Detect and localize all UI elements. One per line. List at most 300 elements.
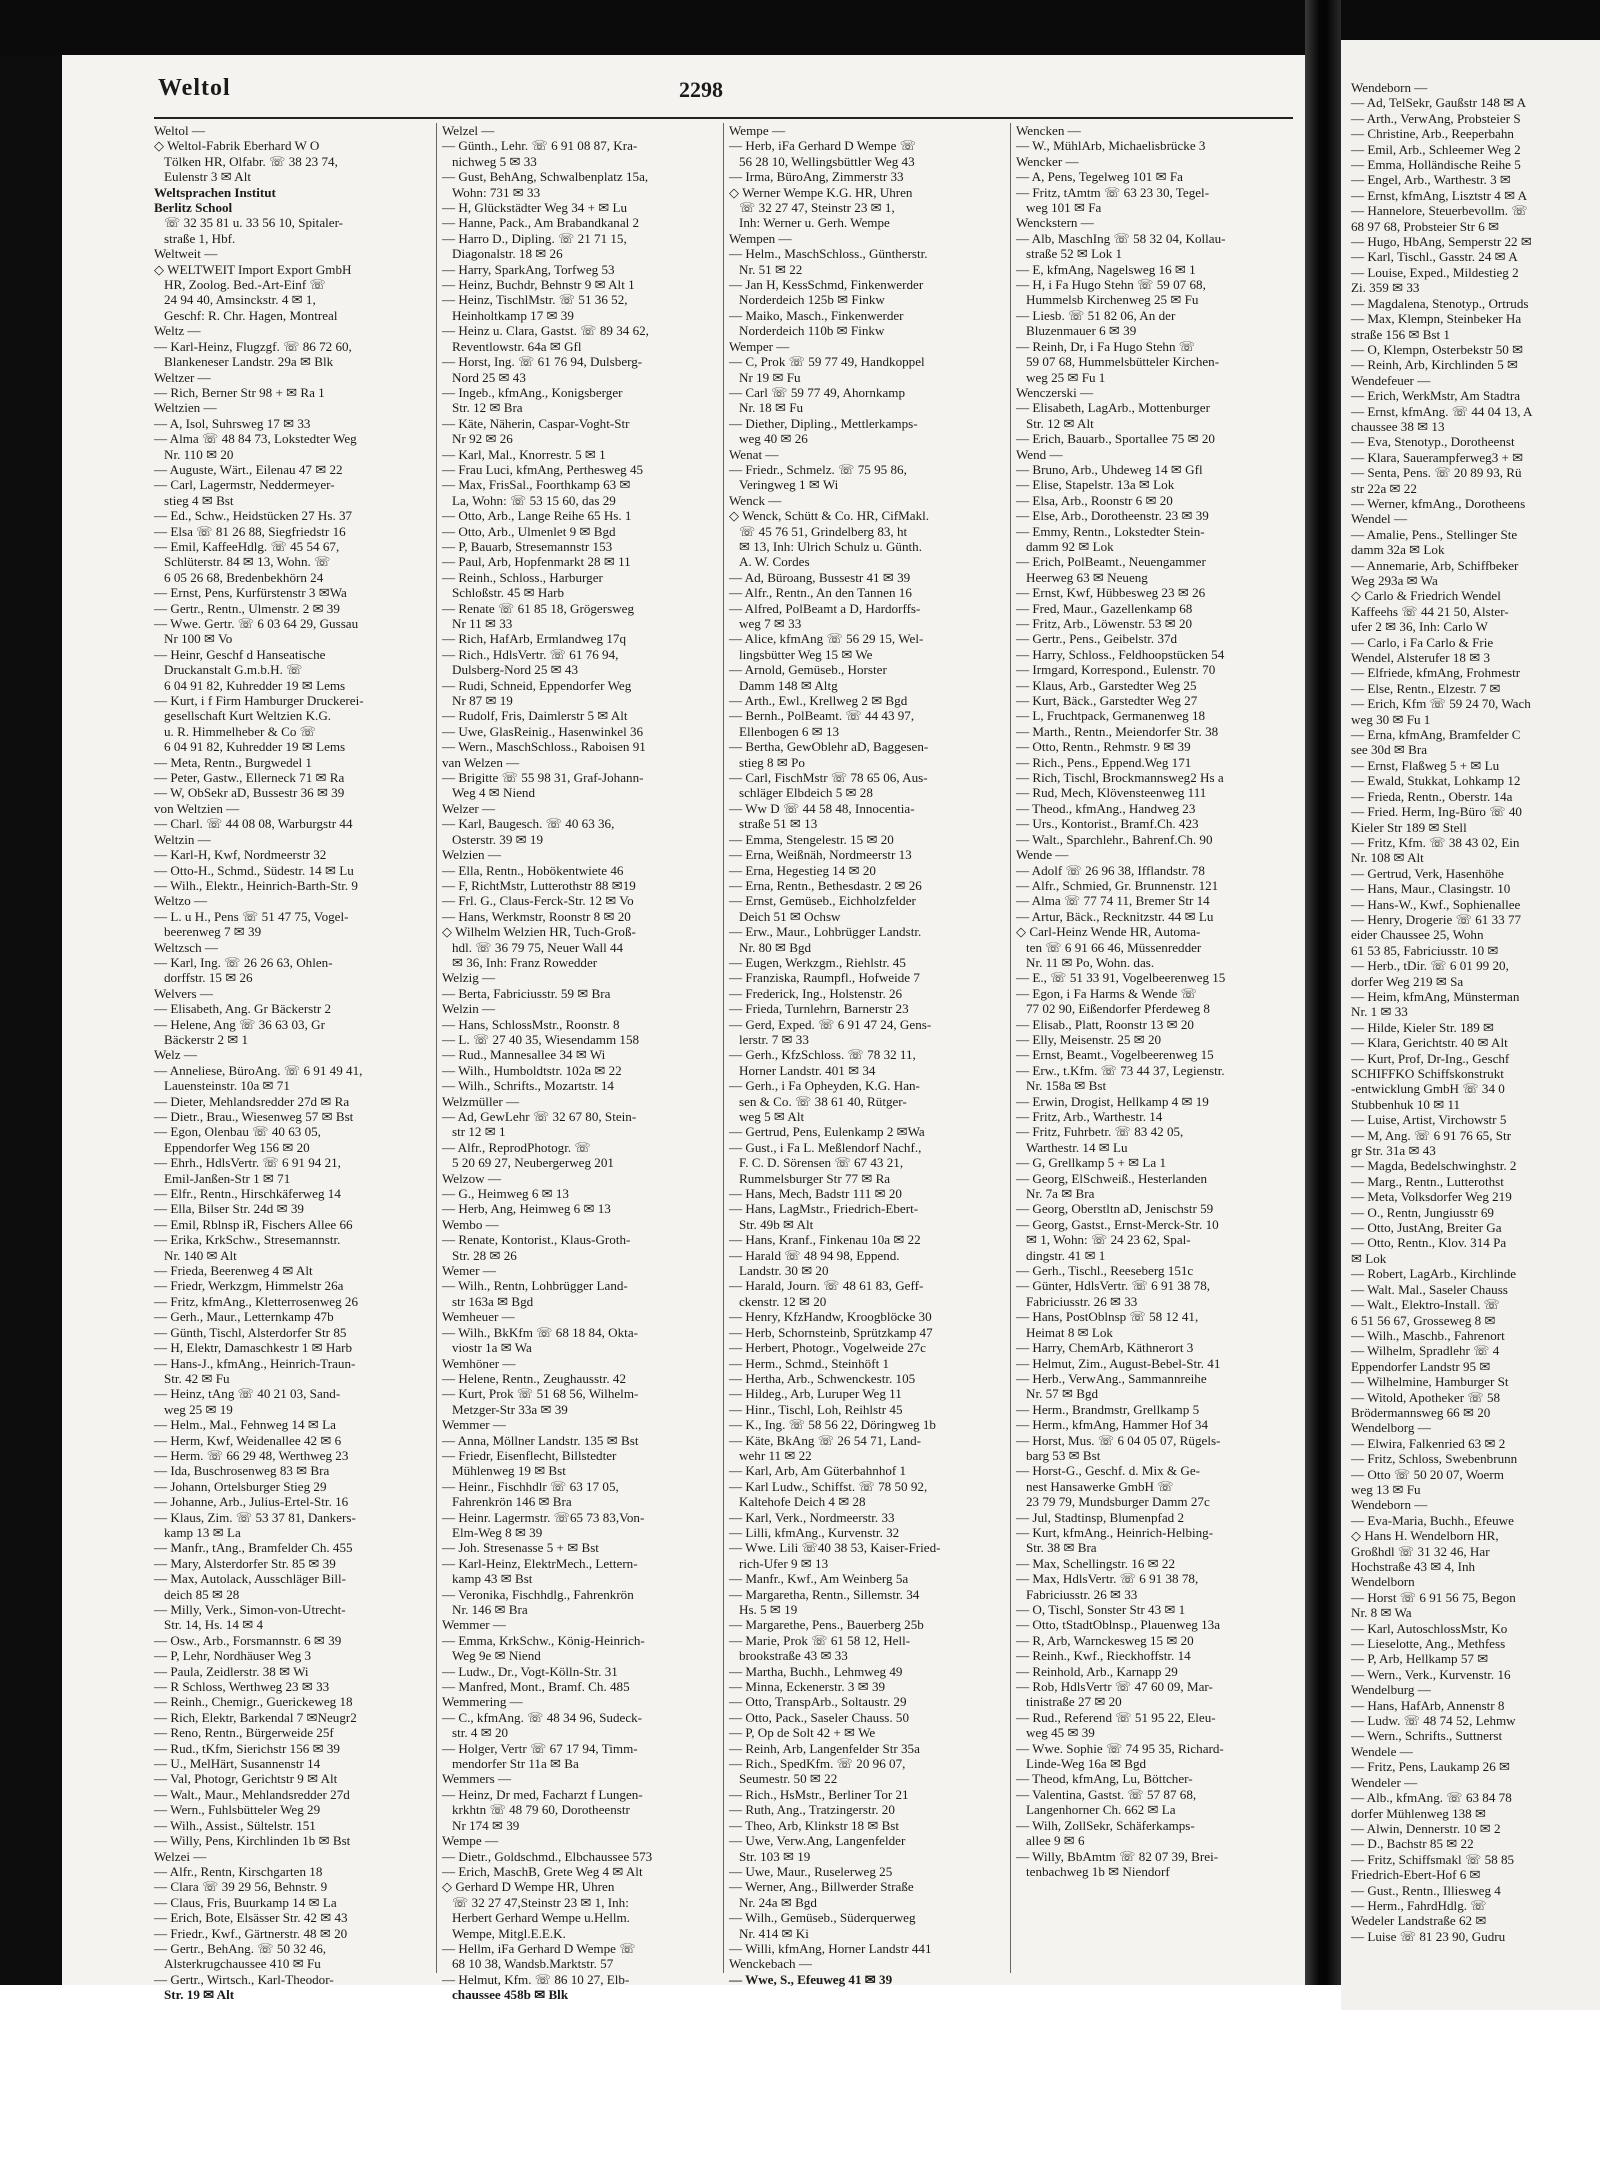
directory-line: Welz — [154, 1047, 197, 1063]
directory-line: allee 9 ✉ 6 [1026, 1833, 1085, 1849]
directory-line: — Rud., Mannesallee 34 ✉ Wi [442, 1047, 606, 1063]
directory-line: Eulenstr 3 ✉ Alt [164, 169, 251, 185]
directory-line: Kaltehofe Deich 4 ✉ 28 [739, 1494, 866, 1510]
directory-line: Str. 103 ✉ 19 [739, 1848, 811, 1864]
directory-line: schläger Elbdeich 5 ✉ 28 [739, 785, 873, 801]
directory-line: — P, Bauarb, Stresemannstr 153 [442, 538, 613, 554]
directory-line: Heerweg 63 ✉ Neueng [1026, 569, 1148, 585]
directory-line: — Henry, KfzHandw, Kroogblöcke 30 [729, 1309, 932, 1325]
directory-line: ten ☏ 6 91 66 46, Müssenredder [1026, 939, 1202, 955]
directory-line: — Heinz, Dr med, Facharzt f Lungen- [442, 1786, 643, 1802]
directory-line: Wendeborn — [1351, 1497, 1428, 1513]
directory-line: — Carlo, i Fa Carlo & Frie [1351, 634, 1494, 650]
directory-line: — Ad, Büroang, Bussestr 41 ✉ 39 [729, 569, 911, 585]
directory-line: — Frieda, Rentn., Oberstr. 14a [1351, 788, 1513, 804]
directory-line: Wenck — [729, 492, 782, 508]
directory-line: ◇ Carlo & Friedrich Wendel [1351, 588, 1501, 604]
directory-line: — Theod, kfmAng, Lu, Böttcher- [1016, 1771, 1193, 1787]
directory-line: Stubbenhuk 10 ✉ 11 [1351, 1096, 1461, 1112]
directory-line: — Wilh., Schrifts., Mozartstr. 14 [442, 1078, 614, 1094]
directory-line: Horner Landstr. 401 ✉ 34 [739, 1062, 876, 1078]
directory-line: Nr. 80 ✉ Bgd [739, 939, 812, 955]
directory-line: Wemmer — [442, 1617, 507, 1633]
directory-line: — Johanne, Arb., Julius-Ertel-Str. 16 [154, 1494, 349, 1510]
directory-line: Wendel, Alsterufer 18 ✉ 3 [1351, 650, 1490, 666]
directory-line: — Otto, Pack., Saseler Chauss. 50 [729, 1709, 910, 1725]
directory-line: — Wilh, ZollSekr, Schäferkamps- [1016, 1817, 1195, 1833]
directory-line: Nr. 110 ✉ 20 [164, 446, 234, 462]
directory-line: Wencker — [1016, 153, 1079, 169]
directory-line: — Horst, Ing. ☏ 61 76 94, Dulsberg- [442, 354, 643, 370]
directory-line: — Rud, Mech, Klövensteenweg 111 [1016, 785, 1207, 801]
directory-line: kamp 13 ✉ La [164, 1524, 241, 1540]
directory-line: Weg 9e ✉ Niend [452, 1648, 541, 1664]
directory-line: — Herm. ☏ 66 29 48, Werthweg 23 [154, 1447, 349, 1463]
directory-line: — Rich., HdlsVertr. ☏ 61 76 94, [442, 646, 619, 662]
directory-line: — Wilh., Elektr., Heinrich-Barth-Str. 9 [154, 877, 358, 893]
directory-line: — Elwira, Falkenried 63 ✉ 2 [1351, 1435, 1506, 1451]
directory-line: — Ruth, Ang., Tratzingerstr. 20 [729, 1802, 895, 1818]
directory-line: — Hans, SchlossMstr., Roonstr. 8 [442, 1016, 620, 1032]
directory-column-2 [442, 123, 718, 2003]
directory-line: tenbachweg 1b ✉ Niendorf [1026, 1863, 1170, 1879]
directory-line: — Val, Photogr, Gerichtstr 9 ✉ Alt [154, 1771, 338, 1787]
directory-line: — Helm., Mal., Fehnweg 14 ✉ La [154, 1417, 336, 1433]
directory-line: — Karl, Mal., Knorrestr. 5 ✉ 1 [442, 446, 606, 462]
directory-line: — Heinr., Fischhdlr ☏ 63 17 05, [442, 1478, 619, 1494]
directory-line: gesellschaft Kurt Weltzien K.G. [164, 708, 332, 724]
directory-line: — Liesb. ☏ 51 82 06, An der [1016, 307, 1176, 323]
directory-line: — Erw., Maur., Lohbrügger Landstr. [729, 924, 922, 940]
directory-line: ◇ Werner Wempe K.G. HR, Uhren [729, 184, 913, 200]
directory-line: — Lieselotte, Ang., Methfess [1351, 1636, 1506, 1652]
directory-line: — Hans, Mech, Badstr 111 ✉ 20 [729, 1186, 902, 1202]
directory-line: — Karl, Verk., Nordmeerstr. 33 [729, 1509, 895, 1525]
directory-line: Welzei — [154, 1848, 207, 1864]
directory-line: Nr. 7a ✉ Bra [1026, 1186, 1095, 1202]
directory-line: — Johann, Ortelsburger Stieg 29 [154, 1478, 327, 1494]
directory-line: — Otto-H., Schmd., Südestr. 14 ✉ Lu [154, 862, 354, 878]
directory-line: — Christine, Arb., Reeperbahn [1351, 126, 1514, 142]
directory-line: — Erna, kfmAng, Bramfelder C [1351, 727, 1521, 743]
directory-line: Friedrich-Ebert-Hof 6 ✉ [1351, 1867, 1481, 1883]
directory-line: — Hans, Maur., Clasingstr. 10 [1351, 881, 1511, 897]
directory-line: — Ludw. ☏ 48 74 52, Lehmw [1351, 1713, 1516, 1729]
directory-line: Welzmüller — [442, 1093, 520, 1109]
directory-line: — Frieda, Beerenweg 4 ✉ Alt [154, 1263, 313, 1279]
directory-line: Kieler Str 189 ✉ Stell [1351, 819, 1467, 835]
column-divider [1010, 123, 1011, 1973]
directory-line: — Fritz, Fuhrbetr. ☏ 83 42 05, [1016, 1124, 1184, 1140]
directory-line: — Wilh., BkKfm ☏ 68 18 84, Okta- [442, 1324, 638, 1340]
directory-line: — Kurt, i f Firm Hamburger Druckerei- [154, 693, 364, 709]
directory-line: Wempe — [729, 123, 786, 138]
directory-line: straße 1, Hbf. [164, 230, 236, 246]
directory-line: Nr 92 ✉ 26 [452, 431, 513, 447]
directory-line: — Karl, Ing. ☏ 26 26 63, Ohlen- [154, 954, 333, 970]
directory-line: Wenat — [729, 446, 779, 462]
directory-line: — Harry, Schloss., Feldhoopstücken 54 [1016, 646, 1225, 662]
directory-line: — Alb, MaschIng ☏ 58 32 04, Kollau- [1016, 230, 1226, 246]
directory-line: — Werner, kfmAng., Dorotheens [1351, 495, 1526, 511]
directory-line: — Reinh, Arb, Langenfelder Str 35a [729, 1740, 920, 1756]
directory-line: — Gertrud, Verk, Hasenhöhe [1351, 865, 1504, 881]
directory-line: — Rob, HdlsVertr ☏ 47 60 09, Mar- [1016, 1679, 1213, 1695]
directory-line: — W, ObSekr aD, Bussestr 36 ✉ 39 [154, 785, 345, 801]
directory-line: — Günth, Tischl, Alsterdorfer Str 85 [154, 1324, 347, 1340]
directory-line: — Erwin, Drogist, Hellkamp 4 ✉ 19 [1016, 1093, 1209, 1109]
directory-line: — Hellm, iFa Gerhard D Wempe ☏ [442, 1940, 636, 1956]
directory-line: — Kurt, kfmAng., Heinrich-Helbing- [1016, 1524, 1214, 1540]
directory-line: — Wwe. Gertr. ☏ 6 03 64 29, Gussau [154, 616, 359, 631]
directory-line: nest Hansawerke GmbH ☏ [1026, 1478, 1174, 1494]
directory-line: — Milly, Verk., Simon-von-Utrecht- [154, 1602, 346, 1617]
directory-line: brookstraße 43 ✉ 33 [739, 1648, 848, 1664]
directory-line: Nr. 51 ✉ 22 [739, 261, 803, 277]
directory-line: lingsbütter Weg 15 ✉ We [739, 646, 873, 662]
directory-line: — Walt., Elektro-Install. ☏ [1351, 1297, 1500, 1313]
directory-line: — Artur, Bäck., Recknitzstr. 44 ✉ Lu [1016, 908, 1214, 924]
directory-line: — Carl, FischMstr ☏ 78 65 06, Aus- [729, 770, 928, 786]
directory-line: — R Schloss, Werthweg 23 ✉ 33 [154, 1679, 330, 1695]
directory-line: — Auguste, Wärt., Eilenau 47 ✉ 22 [154, 461, 343, 477]
directory-line: — Fritz, Pens, Laukamp 26 ✉ [1351, 1759, 1510, 1775]
directory-line: weg 45 ✉ 39 [1026, 1725, 1095, 1741]
directory-line: — Elsa, Arb., Roonstr 6 ✉ 20 [1016, 492, 1173, 508]
directory-line: — Anneliese, BüroAng. ☏ 6 91 49 41, [154, 1062, 363, 1078]
directory-line: Wendel — [1351, 511, 1408, 527]
directory-line: — Herm., Schmd., Steinhöft 1 [729, 1355, 890, 1371]
directory-line: — P, Arb, Hellkamp 57 ✉ [1351, 1651, 1489, 1667]
directory-line: barg 53 ✉ Bst [1026, 1447, 1101, 1463]
directory-line: wehr 11 ✉ 22 [739, 1447, 812, 1463]
directory-line: — Elisabeth, LagArb., Mottenburger [1016, 400, 1210, 416]
directory-line: — Emil, Arb., Schleemer Weg 2 [1351, 141, 1521, 157]
directory-line: Nr. 140 ✉ Alt [164, 1247, 237, 1263]
directory-line: 56 28 10, Wellingsbüttler Weg 43 [739, 153, 915, 169]
directory-line: — Ernst, kfmAng, Lisztstr 4 ✉ A [1351, 187, 1528, 203]
directory-line: — Harro D., Dipling. ☏ 21 71 15, [442, 230, 627, 246]
directory-line: — Fried. Herm, Ing-Büro ☏ 40 [1351, 804, 1522, 820]
directory-line: — Jul, Stadtinsp, Blumenpfad 2 [1016, 1509, 1185, 1525]
directory-line: Fabriciusstr. 26 ✉ 33 [1026, 1293, 1138, 1309]
directory-line: u. R. Himmelheber & Co ☏ [164, 723, 317, 739]
directory-line: 68 10 38, Wandsb.Marktstr. 57 [452, 1956, 614, 1972]
directory-line: — Else, Rentn., Elzestr. 7 ✉ [1351, 680, 1501, 696]
directory-line: — Heinr. Lagermstr. ☏65 73 83,Von- [442, 1509, 645, 1525]
directory-line: str 22a ✉ 22 [1351, 480, 1417, 496]
directory-line: — Bernh., PolBeamt. ☏ 44 43 97, [729, 708, 915, 724]
directory-line: damm 92 ✉ Lok [1026, 538, 1114, 554]
directory-line: — Elly, Meisenstr. 25 ✉ 20 [1016, 1031, 1162, 1047]
directory-line: — Friedr., Kwf., Gärtnerstr. 48 ✉ 20 [154, 1925, 348, 1941]
directory-line: Wemer — [442, 1263, 496, 1279]
directory-line: Weltol — [154, 123, 205, 138]
directory-line: weg 30 ✉ Fu 1 [1351, 711, 1431, 727]
directory-line: dorfer Mühlenweg 138 ✉ [1351, 1805, 1486, 1821]
directory-line: str 163a ✉ Bgd [452, 1293, 534, 1309]
directory-line: — Rud., Referend ☏ 51 95 22, Eleu- [1016, 1709, 1216, 1725]
directory-line: — Alfr., ReprodPhotogr. ☏ [442, 1139, 591, 1155]
directory-line: — L, Fruchtpack, Germanenweg 18 [1016, 708, 1206, 724]
directory-line: Wendelburg — [1351, 1682, 1431, 1698]
directory-page [62, 55, 1305, 2003]
directory-line: — Erna, Hegestieg 14 ✉ 20 [729, 862, 876, 878]
directory-line: weg 40 ✉ 26 [739, 431, 808, 447]
directory-line: Weltzsch — [154, 939, 219, 955]
directory-line: Deich 51 ✉ Ochsw [739, 908, 841, 924]
directory-line: — Holger, Vertr ☏ 67 17 94, Timm- [442, 1740, 638, 1756]
directory-line: — Hannelore, Steuerbevollm. ☏ [1351, 203, 1528, 219]
directory-line: — Erich, MaschB, Grete Weg 4 ✉ Alt [442, 1863, 643, 1879]
directory-line: — Elfr., Rentn., Hirschkäferweg 14 [154, 1186, 341, 1202]
directory-line: — Clara ☏ 39 29 56, Behnstr. 9 [154, 1879, 328, 1895]
directory-line: — Irmgard, Korrespond., Eulenstr. 70 [1016, 662, 1216, 678]
directory-line: — Emmy, Rentn., Lokstedter Stein- [1016, 523, 1205, 539]
directory-line: ✉ 13, Inh: Ulrich Schulz u. Günth. [739, 538, 922, 554]
directory-line: Welzer — [442, 800, 496, 816]
directory-line: — Karl, Tischl., Gasstr. 24 ✉ A [1351, 249, 1518, 265]
directory-line: Welzien — [442, 847, 501, 863]
directory-line: — O, Tischl, Sonster Str 43 ✉ 1 [1016, 1602, 1186, 1617]
directory-line: — Wilh., Gemüseb., Süderquerweg [729, 1910, 916, 1926]
directory-line: — Veronika, Fischhdlg., Fahrenkrön [442, 1586, 634, 1602]
directory-line: 59 07 68, Hummelsbütteler Kirchen- [1026, 354, 1220, 370]
directory-line: Welzig — [442, 970, 496, 986]
directory-line: Großhdl ☏ 31 32 46, Har [1351, 1543, 1490, 1559]
directory-line: ◇ Wenck, Schütt & Co. HR, CifMakl. [729, 508, 930, 524]
directory-line: Schlüterstr. 84 ✉ 13, Wohn. ☏ [164, 554, 331, 570]
directory-line: — Fritz, kfmAng., Kletterrosenweg 26 [154, 1293, 359, 1309]
directory-line: Diagonalstr. 18 ✉ 26 [452, 246, 563, 262]
directory-line: weg 25 ✉ 19 [164, 1401, 233, 1417]
directory-line: — Georg, ElSchweiß., Hesterlanden [1016, 1170, 1208, 1186]
directory-line: — Herb., tDir. ☏ 6 01 99 20, [1351, 958, 1509, 974]
directory-line: — C., kfmAng. ☏ 48 34 96, Sudeck- [442, 1709, 643, 1725]
directory-line: — Uwe, GlasReinig., Hasenwinkel 36 [442, 723, 644, 739]
directory-column-3 [729, 123, 1005, 1987]
directory-line: — Rich., SpedKfm. ☏ 20 96 07, [729, 1756, 906, 1772]
directory-line: La, Wohn: ☏ 53 15 60, das 29 [452, 492, 616, 508]
directory-line: — Karl-Heinz, Flugzgf. ☏ 86 72 60, [154, 338, 352, 354]
directory-line: — Otto, TranspArb., Soltaustr. 29 [729, 1694, 907, 1710]
scan-bottom-margin [0, 1985, 1600, 2177]
directory-line: — Heim, kfmAng, Münsterman [1351, 988, 1520, 1004]
directory-line: dingstr. 41 ✉ 1 [1026, 1247, 1106, 1263]
directory-line: chaussee 38 ✉ 13 [1351, 418, 1445, 434]
directory-line: — O., Rentn, Jungiusstr 69 [1351, 1204, 1494, 1220]
directory-line: ✉ 36, Inh: Franz Rowedder [452, 954, 598, 970]
directory-line: Nr. 1 ✉ 33 [1351, 1004, 1408, 1020]
directory-line: Inh: Werner u. Gerh. Wempe [739, 215, 890, 231]
directory-line: 5 20 69 27, Neubergerweg 201 [452, 1155, 614, 1171]
directory-line: — Max, FrisSal., Foorthkamp 63 ✉ [442, 477, 631, 493]
header-rule [154, 117, 1293, 119]
directory-line: Eppendorfer Weg 156 ✉ 20 [164, 1139, 310, 1155]
directory-line: — Harald, Journ. ☏ 48 61 83, Geff- [729, 1278, 924, 1294]
directory-line: Welvers — [154, 985, 213, 1001]
directory-line: Nr 87 ✉ 19 [452, 693, 513, 709]
directory-line: Hochstraße 43 ✉ 4, Inh [1351, 1559, 1476, 1574]
directory-line: Wemmers — [442, 1771, 512, 1787]
directory-line: — Erika, KrkSchw., Stresemannstr. [154, 1232, 341, 1248]
directory-line: — Hans, Werkmstr, Roonstr 8 ✉ 20 [442, 908, 631, 924]
directory-line: — Gertr., Rentn., Ulmenstr. 2 ✉ 39 [154, 600, 340, 616]
page-number: 2298 [679, 77, 723, 102]
directory-line: Heimat 8 ✉ Lok [1026, 1324, 1113, 1340]
directory-line: — Jan H, KessSchmd, Finkenwerder [729, 277, 924, 293]
directory-line: Wendeler — [1351, 1774, 1418, 1790]
directory-line: — Meta, Volksdorfer Weg 219 [1351, 1189, 1512, 1205]
directory-line: — Paula, Zeidlerstr. 38 ✉ Wi [154, 1663, 309, 1679]
directory-line: Seumestr. 50 ✉ 22 [739, 1771, 838, 1787]
directory-line: — Alma ☏ 77 74 11, Bremer Str 14 [1016, 893, 1210, 909]
directory-line: — Ella, Rentn., Hobökentwiete 46 [442, 862, 624, 878]
directory-line: Wedeler Landstraße 62 ✉ [1351, 1913, 1487, 1929]
directory-line: — Friedr, Eisenflecht, Billstedter [442, 1447, 617, 1463]
directory-line: — Fritz, Schiffsmakl ☏ 58 85 [1351, 1851, 1515, 1867]
directory-line: 61 53 85, Fabriciusstr. 10 ✉ [1351, 942, 1499, 958]
directory-line: — Luise ☏ 81 23 90, Gudru [1351, 1928, 1506, 1944]
directory-line: — O, Klempn, Osterbekstr 50 ✉ [1351, 341, 1524, 357]
directory-line: — Karl Ludw., Schiffst. ☏ 78 50 92, [729, 1478, 928, 1494]
directory-line: — Bertha, GewOblehr aD, Baggesen- [729, 739, 929, 755]
directory-line: Nr 19 ✉ Fu [739, 369, 801, 385]
directory-line: — Heinr, Geschf d Hanseatische [154, 646, 326, 662]
directory-line: — Käte, Näherin, Caspar-Voght-Str [442, 415, 630, 431]
directory-line: — R, Arb, Warnckesweg 15 ✉ 20 [1016, 1632, 1194, 1648]
directory-line: Wendelborg — [1351, 1420, 1431, 1436]
directory-line: — Louise, Exped., Mildestieg 2 [1351, 264, 1519, 280]
directory-line: Nr. 146 ✉ Bra [452, 1602, 528, 1617]
directory-line: Veringweg 1 ✉ Wi [739, 477, 839, 493]
directory-line: — Gertr., Pens., Geibelstr. 37d [1016, 631, 1178, 647]
directory-line: ◇ Carl-Heinz Wende HR, Automa- [1016, 924, 1201, 940]
directory-line: — Alfr., Rentn, Kirschgarten 18 [154, 1863, 323, 1879]
directory-line: — Dietr., Goldschmd., Elbchaussee 573 [442, 1848, 653, 1864]
directory-line: — Rich, Tischl, Brockmannsweg2 Hs a [1016, 770, 1224, 786]
directory-line: — Günter, HdlsVertr. ☏ 6 91 38 78, [1016, 1278, 1211, 1294]
directory-line: — G., Heimweg 6 ✉ 13 [442, 1186, 569, 1202]
directory-line: ☏ 45 76 51, Grindelberg 83, ht [739, 523, 908, 539]
directory-line: — Reinh., Chemigr., Guerickeweg 18 [154, 1694, 353, 1710]
directory-line: — Max, Schellingstr. 16 ✉ 22 [1016, 1555, 1175, 1571]
directory-line: — Fritz, tAmtm ☏ 63 23 30, Tegel- [1016, 184, 1210, 200]
directory-line: 68 97 68, Probsteier Str 6 ✉ [1351, 218, 1500, 234]
directory-line: — Ingeb., kfmAng., Konigsberger [442, 384, 623, 400]
directory-line: — Gertr., BehAng. ☏ 50 32 46, [154, 1940, 327, 1956]
directory-line: Wemhöner — [442, 1355, 516, 1371]
directory-line: — Manfr., tAng., Bramfelder Ch. 455 [154, 1540, 353, 1556]
directory-line: str 12 ✉ 1 [452, 1124, 506, 1140]
directory-line: Weltsprachen Institut [154, 184, 276, 200]
directory-line: weg 25 ✉ Fu 1 [1026, 369, 1106, 385]
directory-line: Hummelsb Kirchenweg 25 ✉ Fu [1026, 292, 1199, 308]
directory-line: — Uwe, Verw.Ang, Langenfelder [729, 1833, 906, 1849]
directory-line: — Wilh., Assist., Sültelstr. 151 [154, 1817, 316, 1833]
directory-line: — Marg., Rentn., Lutterothst [1351, 1173, 1504, 1189]
directory-line: straße 51 ✉ 13 [739, 816, 818, 832]
directory-line: — A, Pens, Tegelweg 101 ✉ Fa [1016, 169, 1183, 185]
directory-line: — Eva, Stenotyp., Dorotheenst [1351, 434, 1515, 450]
directory-line: — Amalie, Pens., Stellinger Ste [1351, 526, 1518, 542]
directory-line: ckenstr. 12 ✉ 20 [739, 1293, 827, 1309]
directory-line: Wendelborn [1351, 1574, 1415, 1590]
directory-line: — Georg, Gastst., Ernst-Merck-Str. 10 [1016, 1216, 1219, 1232]
directory-line: — Otto, Rentn., Klov. 314 Pa [1351, 1235, 1507, 1251]
directory-line: — Ernst, Gemüseb., Eichholzfelder [729, 893, 916, 909]
book-gutter [1305, 0, 1341, 2010]
directory-line: Druckanstalt G.m.b.H. ☏ [164, 662, 303, 678]
column-divider [723, 123, 724, 1973]
directory-line: — Hans-J., kfmAng., Heinrich-Traun- [154, 1355, 356, 1371]
directory-line: — Elisab., Platt, Roonstr 13 ✉ 20 [1016, 1016, 1194, 1032]
directory-line: Wendefeuer — [1351, 372, 1431, 388]
directory-line: Nr. 57 ✉ Bgd [1026, 1386, 1099, 1402]
directory-line: — Wwe. Sophie ☏ 74 95 35, Richard- [1016, 1740, 1224, 1756]
directory-line: — Manfr., Kwf., Am Weinberg 5a [729, 1571, 909, 1587]
directory-line: — Lilli, kfmAng., Kurvenstr. 32 [729, 1524, 900, 1540]
directory-line: — Emil, Rblnsp iR, Fischers Allee 66 [154, 1216, 353, 1232]
directory-line: — Arnold, Gemüseb., Horster [729, 662, 887, 678]
directory-line: lerstr. 7 ✉ 33 [739, 1031, 809, 1047]
directory-line: Metzger-Str 33a ✉ 39 [452, 1401, 568, 1417]
directory-line: Schloßstr. 45 ✉ Harb [452, 585, 565, 601]
directory-line: — Wern., Schrifts., Suttnerst [1351, 1728, 1503, 1744]
directory-line: — U., MelHärt, Susannenstr 14 [154, 1756, 321, 1772]
directory-line: — Theo, Arb, Klinkstr 18 ✉ Bst [729, 1817, 900, 1833]
directory-line: — Helene, Rentn., Zeughausstr. 42 [442, 1370, 627, 1386]
directory-line: — Herb, Ang, Heimweg 6 ✉ 13 [442, 1201, 611, 1217]
directory-line: — K., Ing. ☏ 58 56 22, Döringweg 1b [729, 1417, 936, 1433]
directory-line: — Emma, Holländische Reihe 5 [1351, 157, 1521, 173]
directory-line: — Magdalena, Stenotyp., Ortruds [1351, 295, 1529, 311]
directory-line: — A, Isol, Suhrsweg 17 ✉ 33 [154, 415, 311, 431]
directory-line: ☏ 32 27 47,Steinstr 23 ✉ 1, Inh: [452, 1894, 629, 1910]
directory-line: — Frau Luci, kfmAng, Perthesweg 45 [442, 461, 644, 477]
directory-line: — Meta, Rentn., Burgwedel 1 [154, 754, 312, 770]
directory-line: weg 5 ✉ Alt [739, 1109, 805, 1124]
directory-line: — Walt., Maur., Mehlandsredder 27d [154, 1786, 350, 1802]
directory-line: — Gust., i Fa L. Meßlendorf Nachf., [729, 1139, 922, 1155]
directory-line: — Otto, JustAng, Breiter Ga [1351, 1220, 1502, 1236]
directory-line: Str. 42 ✉ Fu [164, 1370, 230, 1386]
directory-line: — Alma ☏ 48 84 73, Lokstedter Weg [154, 431, 357, 447]
directory-line: eider Chaussee 25, Wohn [1351, 927, 1484, 943]
directory-line: — Wilh., Rentn, Lohbrügger Land- [442, 1278, 628, 1294]
directory-line: — Joh. Stresenasse 5 + ✉ Bst [442, 1540, 599, 1556]
directory-line: Nr. 24a ✉ Bgd [739, 1894, 817, 1910]
directory-line: — Ludw., Dr., Vogt-Kölln-Str. 31 [442, 1663, 618, 1679]
directory-line: Berlitz School [154, 200, 233, 216]
directory-line: — Kurt, Prof, Dr-Ing., Geschf [1351, 1050, 1510, 1066]
directory-line: Str. 14, Hs. 14 ✉ 4 [164, 1617, 264, 1633]
directory-line: Lauensteinstr. 10a ✉ 71 [164, 1078, 290, 1094]
directory-line: Wenczerski — [1016, 384, 1094, 400]
directory-line: dorffstr. 15 ✉ 26 [164, 970, 253, 986]
directory-line: -entwicklung GmbH ☏ 34 0 [1351, 1081, 1505, 1097]
directory-line: — Erna, Rentn., Bethesdastr. 2 ✉ 26 [729, 877, 922, 893]
directory-line: Nr. 8 ✉ Wa [1351, 1605, 1412, 1621]
directory-line: — Emil, KaffeeHdlg. ☏ 45 54 67, [154, 538, 340, 554]
directory-line: — Henry, Drogerie ☏ 61 33 77 [1351, 911, 1522, 927]
directory-columns [154, 123, 1297, 2003]
directory-line: Wendele — [1351, 1743, 1413, 1759]
directory-line: — Gerh., Tischl., Reeseberg 151c [1016, 1263, 1194, 1279]
directory-line: Geschf: R. Chr. Hagen, Montreal [164, 307, 338, 323]
directory-line: straße 52 ✉ Lok 1 [1026, 246, 1123, 262]
directory-line: — Harald ☏ 48 94 98, Eppend. [729, 1247, 900, 1263]
